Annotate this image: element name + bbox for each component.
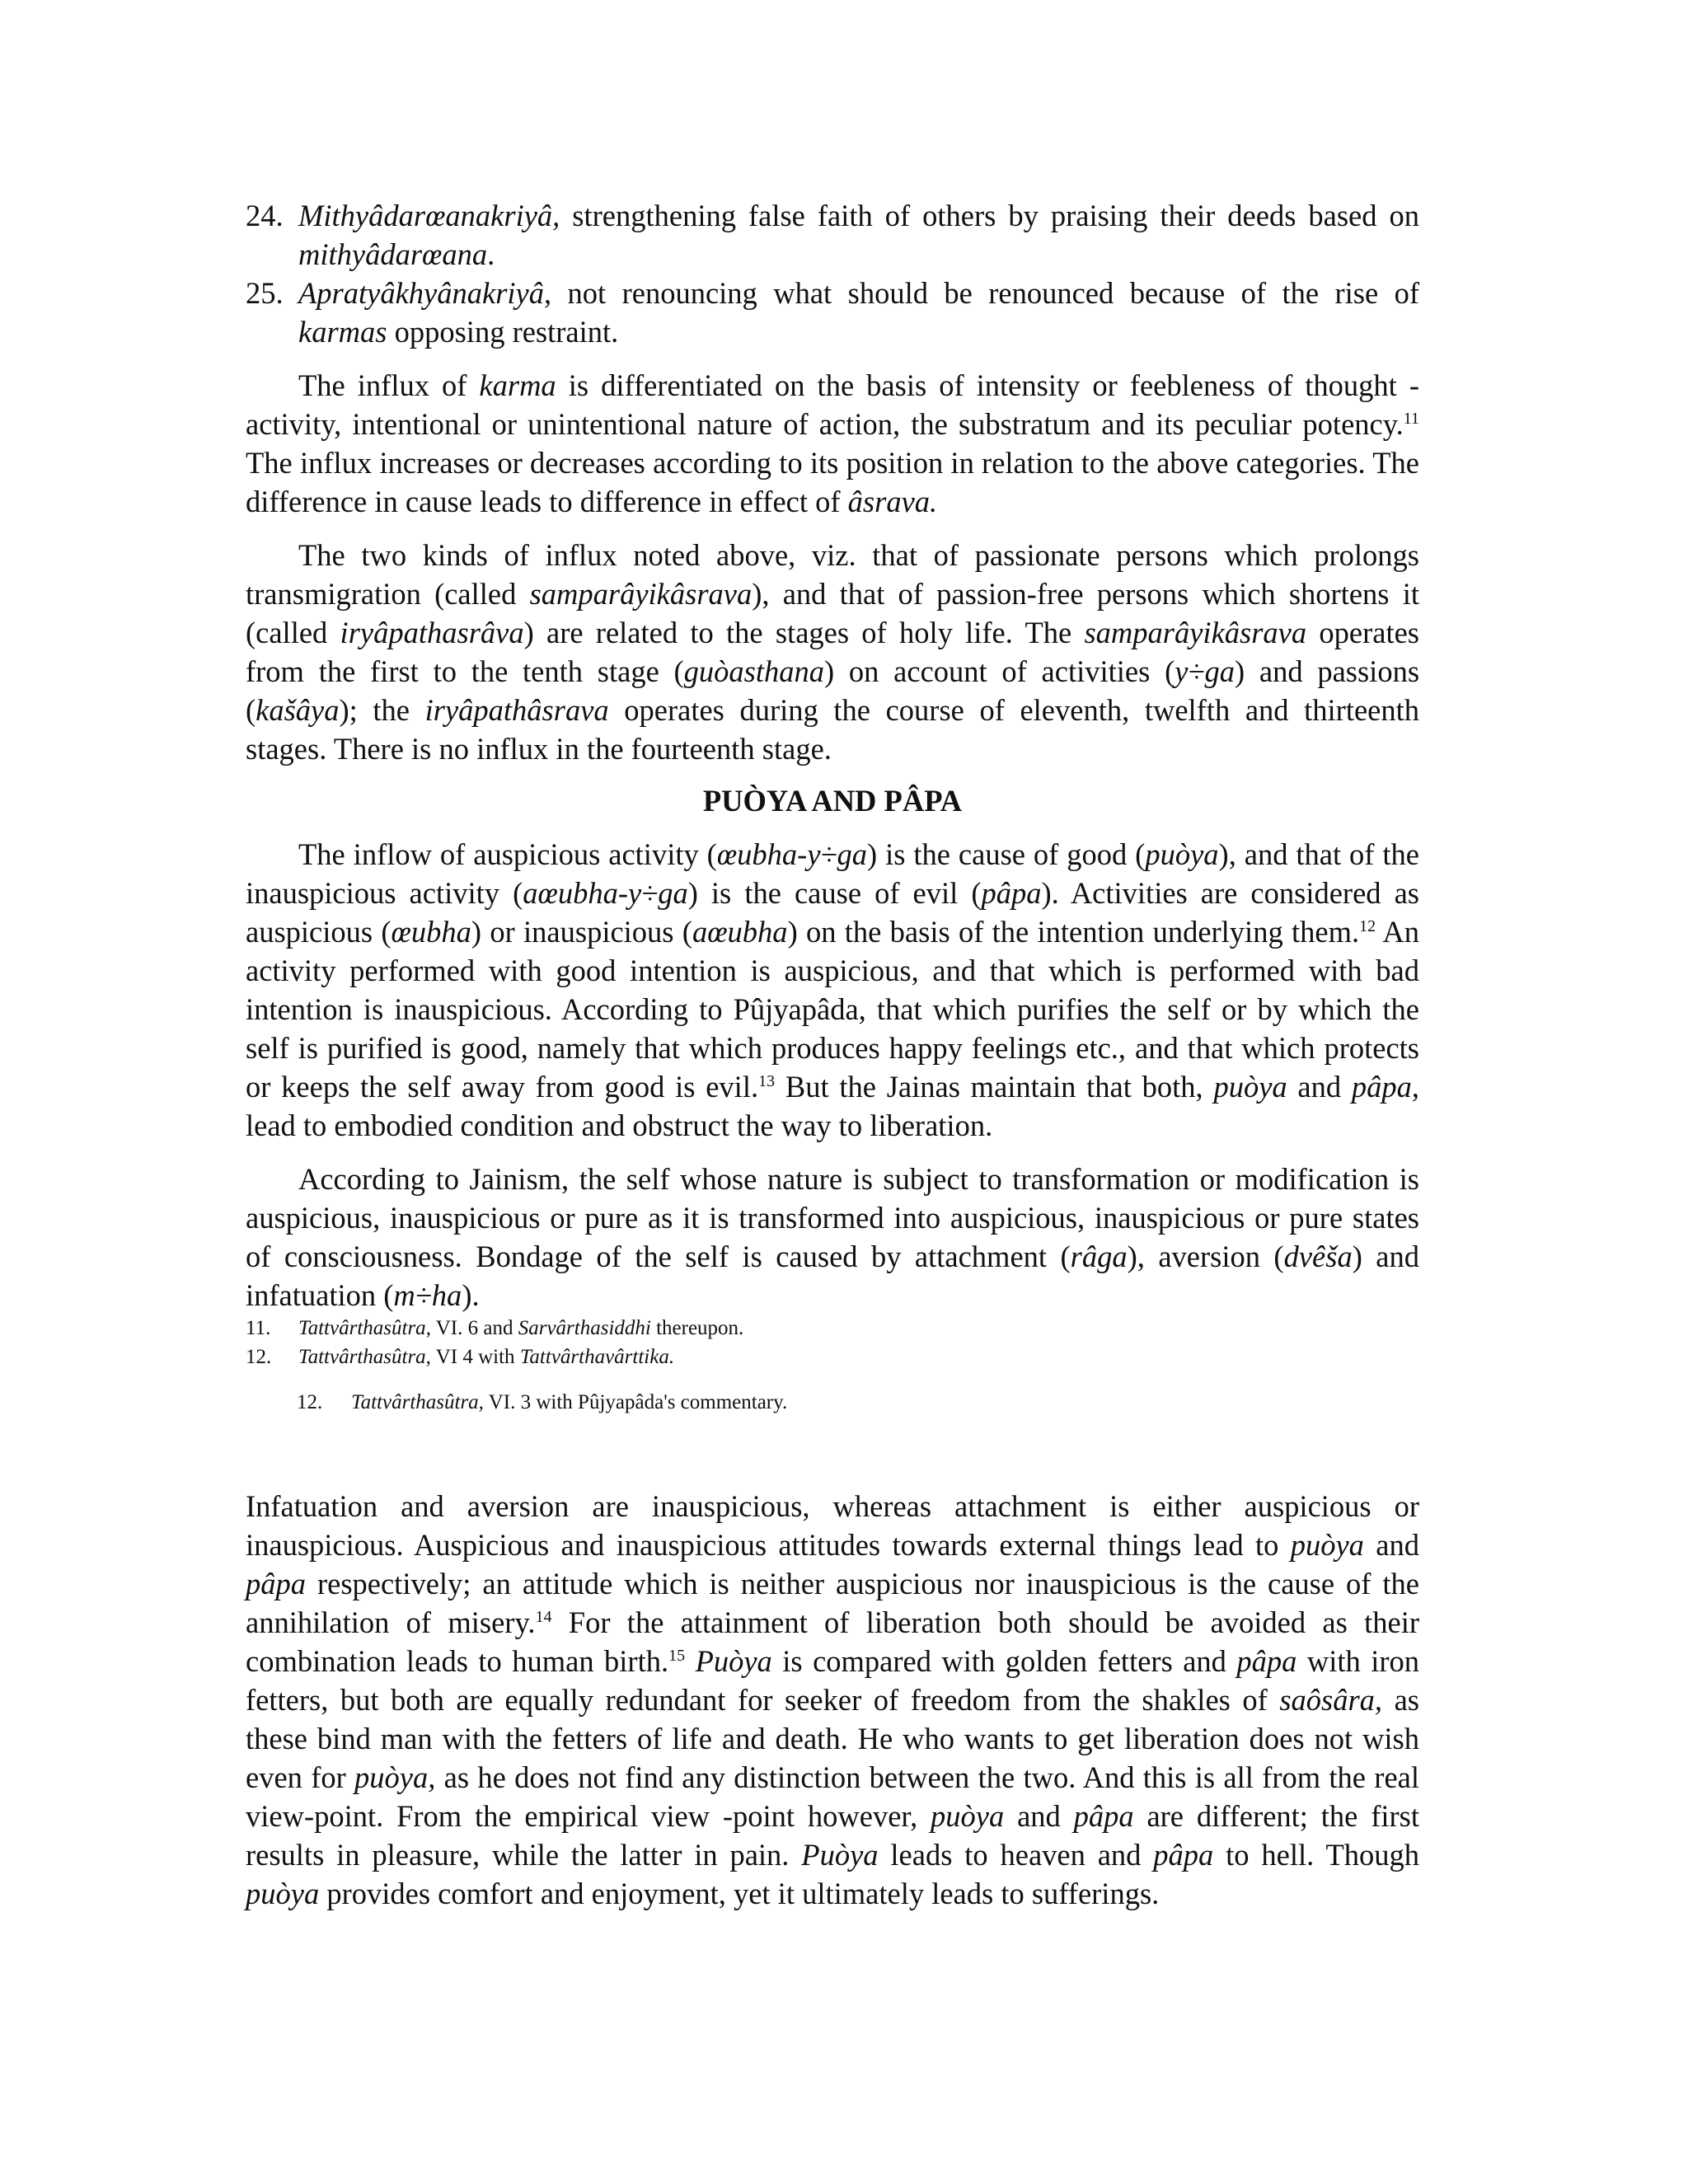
section-heading: PUÒYA AND PÂPA [702,784,963,818]
document-page [246,196,1419,1913]
paragraph-two-kinds: The two kinds of influx noted above, viz. that of passionate persons which prolongs transmigration (called samparâyikâsrava), and that of passion-free persons which shortens it (called iryâpathasrâva) are related to the stages of holy life. The samparâyikâsrava operates from the first to the tenth stage (guòasthana) on account of activities (y÷ga) and passions (kašâya); the iryâpathâsrava operates during the course of eleventh, twelfth and thirteenth stages. There is no influx in the fourteenth stage. [246,538,1420,766]
footnote: 12. Tattvârthasûtra, VI 4 with Tattvârthavârttika. [246,1346,675,1368]
footnote: 11. Tattvârthasûtra, VI. 6 and Sarvârthasiddhi thereupon. [246,1317,744,1339]
paragraph-infatuation: Infatuation and aversion are inauspicious, whereas attachment is either auspicious or inauspicious. Auspicious and inauspicious attitudes towards external things lead to puòya and pâpa respectively; an attitude which is neither auspicious nor inauspicious is the cause of the annihilation of misery.$^{14}$ For the attainment of liberation both should be avoided as their combination leads to human birth.$^{15}$ Puòya is compared with golden fetters and pâpa with iron fetters, but both are equally redundant for seeker of freedom from the shakles of saôsâra, as these bind man with the fetters of life and death. He who wants to get liberation does not wish even for puòya, as he does not find any distinction between the two. And this is all from the real view-point. From the empirical view -point however, puòya and pâpa are different; the first results in pleasure, while the latter in pain. Puòya leads to heaven and pâpa to hell. Though puòya provides comfort and enjoyment, yet it ultimately leads to sufferings. [246,1489,1420,1910]
paragraph-inflow: The inflow of auspicious activity (œubha-y÷ga) is the cause of good (puòya), and that of the inauspicious activity (aœubha-y÷ga) is the cause of evil (pâpa). Activities are considered as auspicious (œubha) or inauspicious (aœubha) on the basis of the intention underlying them.$^{12}$ An activity performed with good intention is auspicious, and that which is performed with bad intention is inauspicious. According to Pûjyapâda, that which purifies the self or by which the self is purified is good, namely that which produces happy feelings etc., and that which protects or keeps the self away from good is evil.$^{13}$ But the Jainas maintain that both, puòya and pâpa, lead to embodied condition and obstruct the way to liberation. [246,837,1419,1142]
list-number: 24. [246,199,284,232]
footnote-ref: 15 [668,1646,686,1665]
footnote-ref: 13 [758,1071,776,1090]
list-item: 25. Apratyâkhyânakriyâ, not renouncing what should be renounced because of the rise of karmas opposing restraint. [246,274,1419,351]
list-item: 24. Mithyâdarœanakriyâ, strengthening false faith of others by praising their deeds based on mithyâdarœana. [246,196,1419,274]
footnote-ref: 14 [535,1607,552,1626]
footnote-ref: 12 [1359,916,1376,935]
paragraph-jainism: According to Jainism, the self whose nature is subject to transformation or modification is auspicious, inauspicious or pure as it is transformed into auspicious, inauspicious or pure states of consciousness. Bondage of the self is caused by attachment (râga), aversion (dvêša) and infatuation (m÷ha). [246,1162,1420,1312]
footnote: 12. Tattvârthasûtra, VI. 3 with Pûjyapâda's commentary. [297,1391,788,1413]
footnotes [246,1315,1419,1416]
paragraph-influx: The influx of karma is differentiated on the basis of intensity or feebleness of thought -activity, intentional or unintentional nature of action, the substratum and its peculiar potency.$^{11}$ The influx increases or decreases according to its position in relation to the above categories. The difference in cause leads to difference in effect of âsrava. [246,368,1419,518]
footnote-ref: 11 [1403,409,1419,428]
list-number: 25. [246,276,284,310]
